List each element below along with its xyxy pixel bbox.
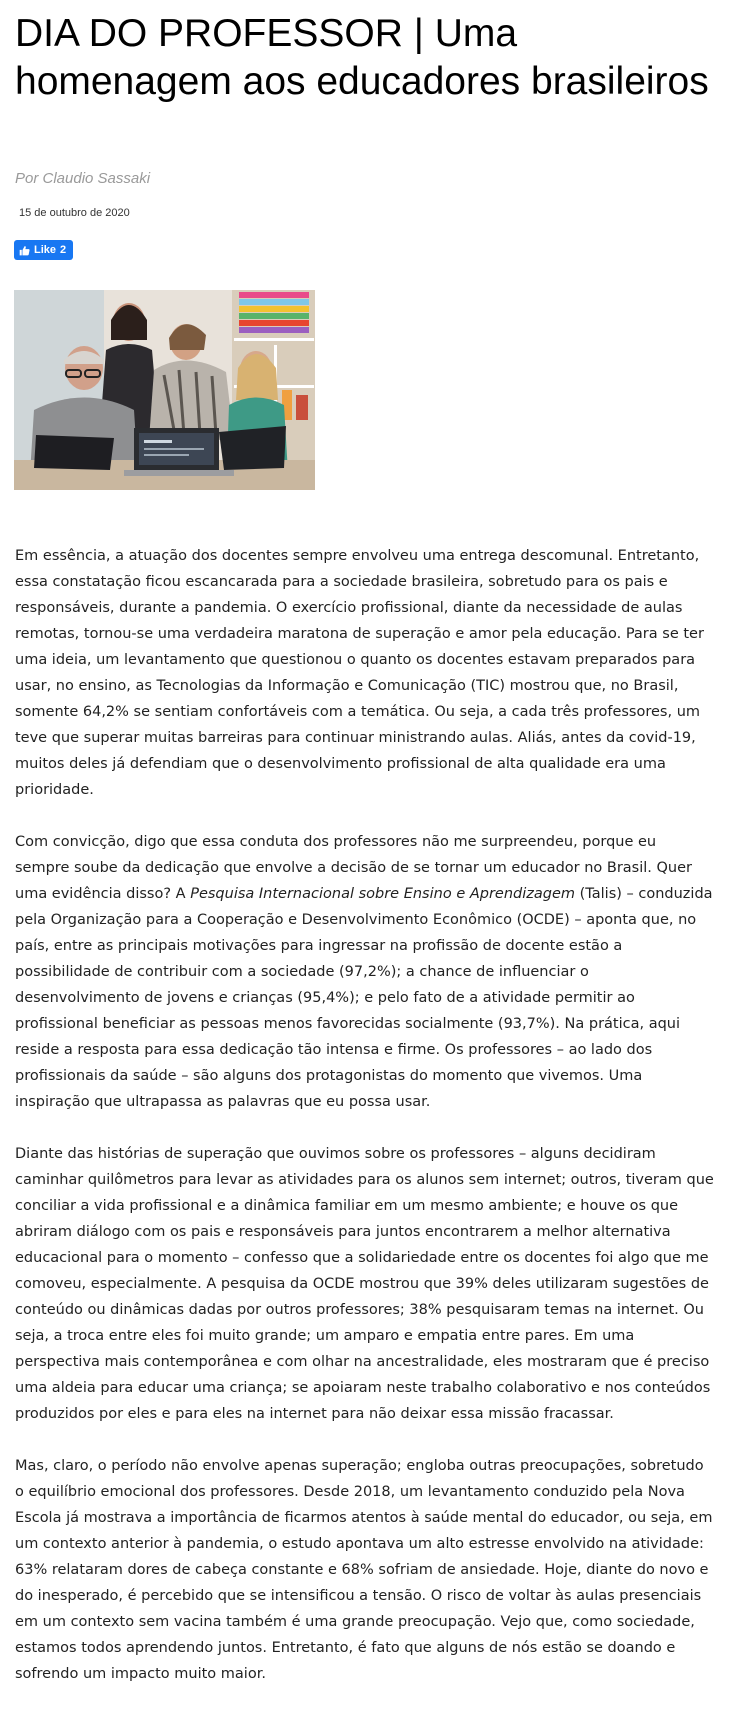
facebook-like-button[interactable] [14, 240, 73, 260]
article-paragraph-1: Em essência, a atuação dos docentes sempre envolveu uma entrega descomunal. Entretanto, essa constatação ficou escancarada para a sociedade brasileira, sobretudo para os pais e responsáveis, durante a pandemia. O exercício profissional, diante da necessidade de aulas remotas, tornou-se uma verdadeira maratona de superação e amor pela educação. Para se ter uma ideia, um levantamento que questionou o quanto os docentes estavam preparados para usar, no ensino, as Tecnologias da Informação e Comunicação (TIC) mostrou que, no Brasil, somente 64,2% se sentiam confortáveis com a temática. Ou seja, a cada três professores, um teve que superar muitas barreiras para continuar ministrando aulas. Aliás, antes da covid-19, muitos deles já defendiam que o desenvolvimento profissional de alta qualidade era uma prioridade. [15, 548, 704, 798]
author-byline[interactable]: Por Claudio Sassaki [15, 170, 151, 187]
paragraph-2-text-start: Com convicção, digo que essa conduta dos professores não me surpreendeu, porque eu sempre soube da dedicação que envolve a decisão de se tornar um educador no Brasil. Quer uma evidência disso? A [15, 834, 692, 902]
paragraph-2-text-end: (Talis) – conduzida pela Organização para a Cooperação e Desenvolvimento Econômico (OCDE) – aponta que, no país, entre as principais motivações para ingressar na profissão de docente estão a possibilidade de contribuir com a sociedade (97,2%); a chance de influenciar o desenvolvimento de jovens e crianças (95,4%); e pelo fato de a atividade permitir ao profissional beneficiar as pessoas menos favorecidas socialmente (93,7%). Na prática, aqui reside a resposta para essa dedicação tão intensa e firme. Os professores – ao lado dos profissionais da saúde – são alguns dos protagonistas do momento que vivemos. Uma inspiração que ultrapassa as palavras que eu possa usar. [15, 886, 713, 1110]
like-count: 2 [60, 244, 67, 256]
photo-teachers-laptops-icon [14, 290, 315, 490]
like-label: Like [34, 244, 57, 256]
thumbs-up-icon [19, 245, 30, 256]
publish-date: 15 de outubro de 2020 [19, 207, 130, 219]
article-paragraph-2 [15, 829, 715, 1115]
article-title: DIA DO PROFESSOR | Uma homenagem aos educadores brasileiros [15, 12, 709, 103]
article-paragraph-3: Diante das histórias de superação que ouvimos sobre os professores – alguns decidiram caminhar quilômetros para levar as atividades para os alunos sem internet; outros, tiveram que conciliar a vida profissional e a dinâmica familiar em um mesmo ambiente; e houve os que abriram diálogo com os pais e responsáveis para juntos encontrarem a melhor alternativa educacional para o momento – confesso que a solidariedade entre os docentes foi algo que me comoveu, especialmente. A pesquisa da OCDE mostrou que 39% deles utilizaram sugestões de conteúdo ou dinâmicas dadas por outros professores; 38% pesquisaram temas na internet. Ou seja, a troca entre eles foi muito grande; um amparo e empatia entre pares. Em uma perspectiva mais contemporânea e com olhar na ancestralidade, eles mostraram que é preciso uma aldeia para educar uma criança; se apoiaram neste trabalho colaborativo e nos conteúdos produzidos por eles e para eles na internet para não deixar essa missão fracassar. [15, 1146, 714, 1422]
article-body [15, 543, 715, 1713]
survey-name: Pesquisa Internacional sobre Ensino e Aprendizagem [190, 886, 576, 902]
article-photo [14, 290, 315, 490]
article-paragraph-4: Mas, claro, o período não envolve apenas superação; engloba outras preocupações, sobretudo o equilíbrio emocional dos professores. Desde 2018, um levantamento conduzido pela Nova Escola já mostrava a importância de ficarmos atentos à saúde mental do educador, ou seja, em um contexto anterior à pandemia, o estudo apontava um alto estresse envolvido na atividade: 63% relataram dores de cabeça constante e 68% sofriam de ansiedade. Hoje, diante do novo e do inesperado, é percebido que se intensificou a tensão. O risco de voltar às aulas presenciais em um contexto sem vacina também é uma grande preocupação. Vejo que, como sociedade, estamos todos aprendendo juntos. Entretanto, é fato que alguns de nós estão se doando e sofrendo um impacto muito maior. [15, 1458, 713, 1682]
